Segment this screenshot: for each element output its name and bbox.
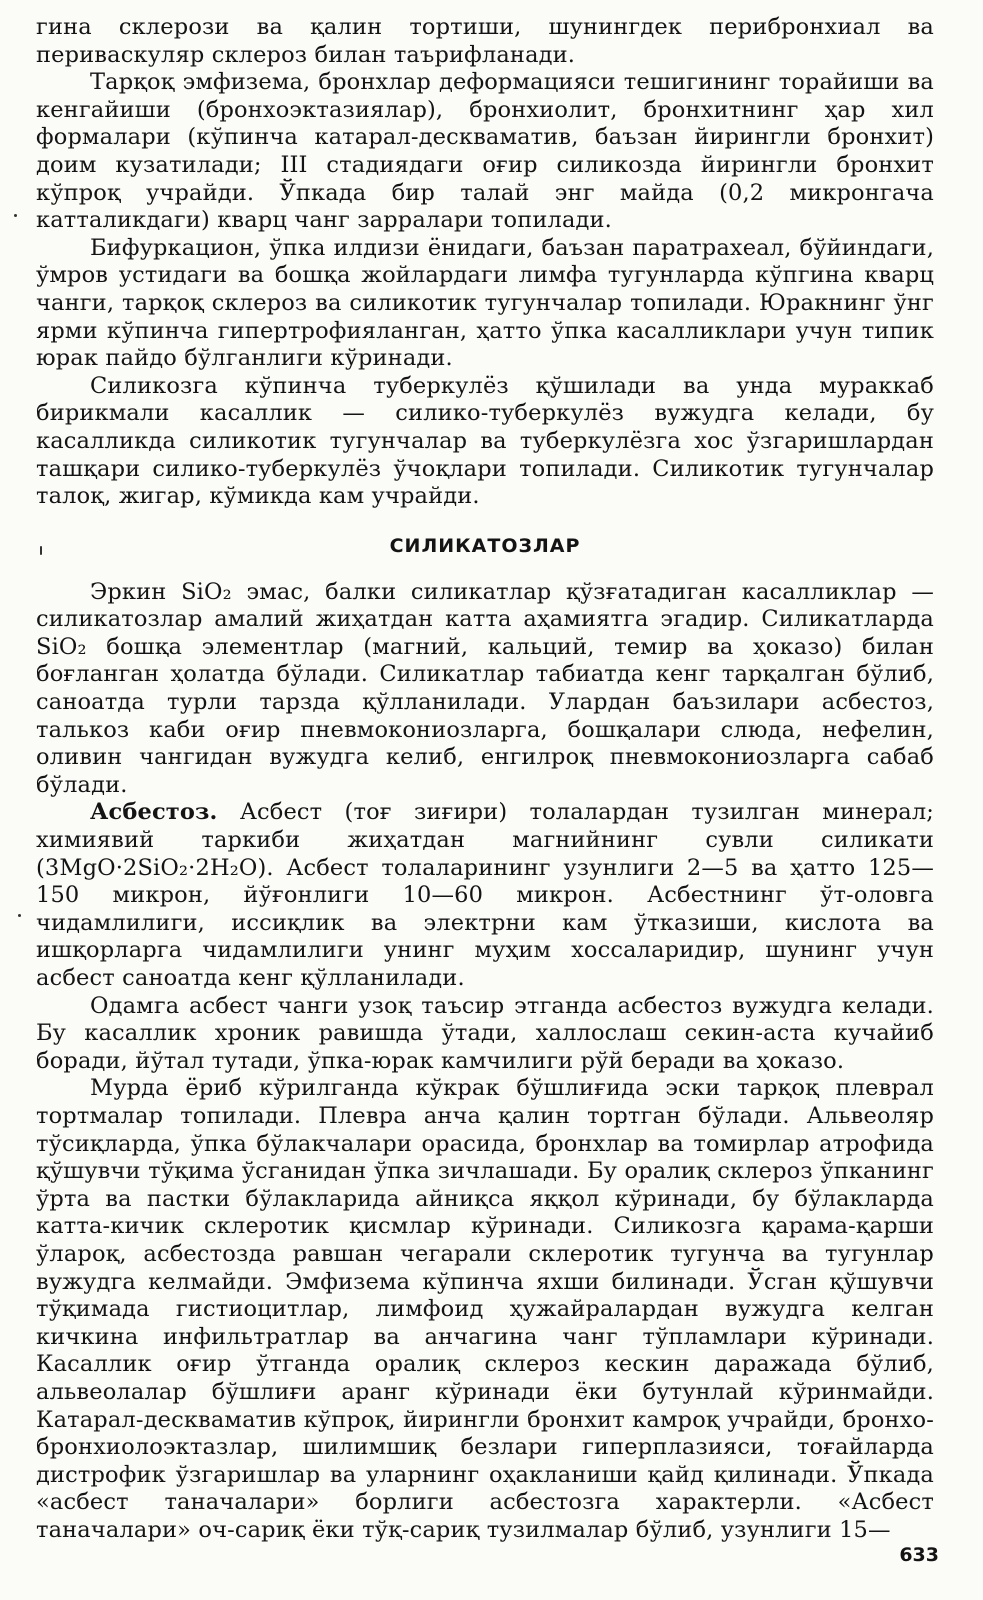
paragraph-silicatosis-intro: Эркин SiO₂ эмас, балки силикатлар қўзғатадиган касалликлар — силикатозлар амалий жиҳатдан катта аҳамиятга эгадир. Силикатларда SiO₂ бошқа элементлар (магний, кальций, темир ва ҳоказо) билан боғланган ҳолатда бўлади. Силикатлар табиатда кенг тарқалган бўлиб, саноатда турли тарзда қўлланилади. Улардан баъзилари асбестоз, талькоз каби оғир пневмокониозларга, бошқалари слюда, нефелин, оливин чангидан вужудга келиб, енгилроқ пневмокониозларга сабаб бўлади. [36, 578, 934, 798]
paragraph-lymph-nodes: Бифуркацион, ўпка илдизи ёнидаги, баъзан паратрахеал, бўйиндаги, ўмров устидаги ва бошқа жойлардаги лимфа тугунларда кўпгина кварц чанги, тарқоқ склероз ва силикотик тугунчалар топилади. Юракнинг ўнг ярми кўпинча гипертрофияланган, ҳатто ўпка касалликлари учун типик юрак пайдо бўлганлиги кўринади. [36, 234, 934, 372]
paragraph-asbestosis-pathology: Мурда ёриб кўрилганда кўкрак бўшлиғида эски тарқоқ плеврал тортмалар топилади. Плевра анча қалин тортган бўлади. Альвеоляр тўсиқларда, ўпка бўлакчалари орасида, бронхлар ва томирлар атрофида қўшувчи тўқима ўсганидан ўпка зичлашади. Бу оралиқ склероз ўпканинг ўрта ва пастки бўлакларида айниқса яққол кўринади, бу бўлакларда катта-кичик склеротик қисмлар кўринади. Силикозга қарама-қарши ўлароқ, асбестозда равшан чегарали склеротик тугунча ва тугунлар вужудга келмайди. Эмфизема кўпинча яхши билинади. Ўсган қўшувчи тўқимада гистиоцитлар, лимфоид ҳужайралардан вужудга келган кичкина инфильтратлар ва анчагина чанг тўпламлари кўринади. Касаллик оғир ўтганда оралиқ склероз кескин даражада бўлиб, альвеолалар бўшлиғи аранг кўринади ёки бутунлай кўринмайди. Катарал-десквамaтив кўпроқ, йирингли бронхит камроқ учрайди, бронхо-бронхиолоэктазлар, шилимшиқ безлари гиперплазияси, тоғайларда дистрофик ўзгаришлар ва уларнинг оҳакланиши қайд қилинади. Ўпкада «асбест таначалари» борлиги асбестозга характерли. «Асбест таначалари» оч-сариқ ёки тўқ-сариқ тузилмалар бўлиб, узунлиги 15— [36, 1075, 934, 1543]
paragraph-asbestosis-course: Одамга асбест чанги узоқ таъсир этганда асбестоз вужудга келади. Бу касаллик хроник равишда ўтади, халлослаш секин-аста кучайиб боради, йўтал тутади, ўпка-юрак камчилиги рўй беради ва ҳоказо. [36, 992, 934, 1074]
print-speck [18, 914, 21, 917]
page-body [36, 14, 934, 1544]
page-number: 633 [899, 1544, 939, 1566]
asbestosis-term: Асбестоз. [90, 799, 218, 826]
print-speck [14, 214, 17, 217]
print-speck [40, 546, 42, 555]
asbestosis-definition: Асбест (тоғ зиғири) толалардан тузилган минерал; химиявий таркиби жиҳатдан магнийнинг сувли силикати (3MgO·2SiO₂·2H₂O). Асбест толаларининг узунлиги 2—5 ва ҳатто 125—150 микрон, йўғонлиги 10—60 микрон. Асбестнинг ўт-оловга чидамлилиги, иссиқлик ва электрни кам ўтказиши, кислота ва ишқорларга чидамлилиги унинг муҳим хоссаларидир, шунинг учун асбест саноатда кенг қўлланилади. [36, 799, 934, 991]
paragraph-silico-tuberculosis: Силикозга кўпинча туберкулёз қўшилади ва унда мураккаб бирикмали касаллик — силико-туберкулёз вужудга келади, бу касалликда силикотик тугунчалар ва туберкулёзга хос ўзгаришлардан ташқари силико-туберкулёз ўчоқлари топилади. Силикотик тугунчалар талоқ, жигар, кўмикда кам учрайди. [36, 372, 934, 510]
paragraph-continuation: гина склерози ва қалин тортиши, шунингдек перибронхиал ва периваскуляр склероз билан таърифланади. [36, 14, 934, 68]
paragraph-asbestosis [36, 799, 934, 992]
section-heading: СИЛИКАТОЗЛАР [389, 534, 581, 557]
paragraph-emphysema: Тарқоқ эмфизема, бронхлар деформацияси тешигининг торайиши ва кенгайиши (бронхоэктазиялар), бронхиолит, бронхитнинг ҳар хил формалари (кўпинча катарал-десквамaтив, баъзан йирингли бронхит) доим кузатилади; III стадиядаги оғир силикозда йирингли бронхит кўпроқ учрайди. Ўпкада бир талай энг майда (0,2 микронгача катталикдаги) кварц чанг зарралари топилади. [36, 69, 934, 234]
